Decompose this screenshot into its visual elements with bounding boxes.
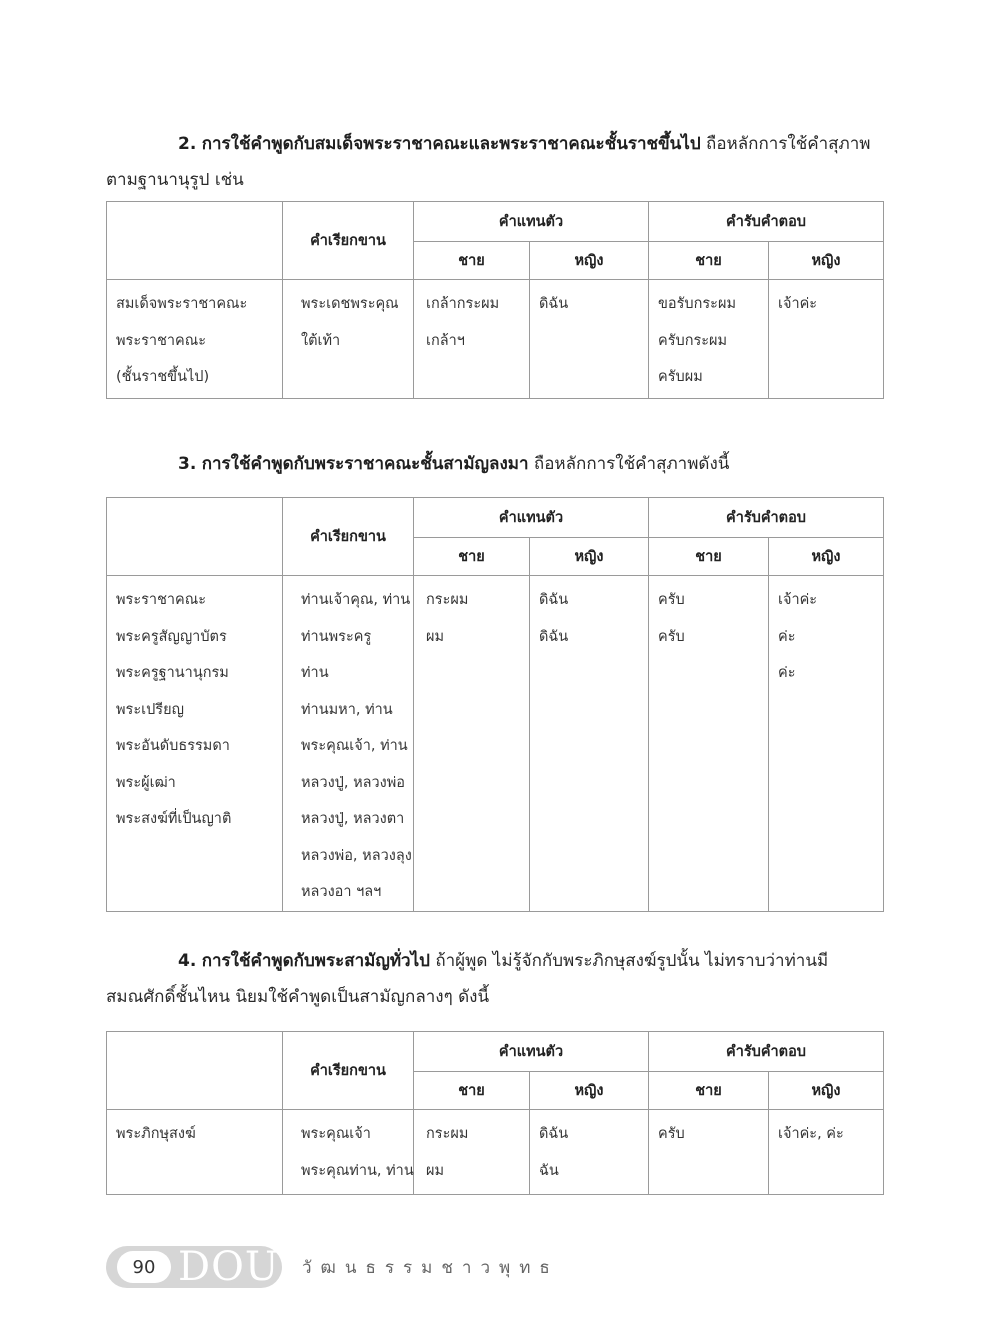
cell-line: สมเด็จพระราชาคณะ bbox=[116, 296, 248, 312]
table-cell bbox=[107, 1110, 283, 1195]
cell-line: พระครูสัญญาบัตร bbox=[116, 628, 227, 645]
header-male: ชาย bbox=[414, 1072, 530, 1110]
table-cell bbox=[107, 280, 283, 399]
section-2-text: ถือหลักการใช้คำสุภาพ bbox=[706, 134, 871, 154]
section-2-heading: การใช้คำพูดกับสมเด็จพระราชาคณะและพระราชาคณะชั้นราชขึ้นไป bbox=[201, 134, 701, 154]
book-title: วัฒนธรรมชาวพุทธ bbox=[302, 1257, 559, 1278]
cell-line: พระสงฆ์ที่เป็นญาติ bbox=[116, 811, 232, 827]
cell-line: ครับ bbox=[658, 628, 685, 645]
cell-line: พระคุณเจ้า, ท่าน bbox=[301, 738, 408, 754]
header-reply: คำรับคำตอบ bbox=[649, 498, 884, 538]
cell-line: ดิฉัน bbox=[539, 1126, 569, 1142]
cell-line: เจ้าค่ะ, ค่ะ bbox=[778, 1126, 844, 1142]
section-2-paragraph bbox=[106, 126, 884, 198]
table-cell bbox=[530, 576, 649, 912]
header-reply: คำรับคำตอบ bbox=[649, 202, 884, 242]
section-3-heading: การใช้คำพูดกับพระราชาคณะชั้นสามัญลงมา bbox=[201, 454, 529, 474]
header-female: หญิง bbox=[530, 242, 649, 280]
header-male: ชาย bbox=[414, 538, 530, 576]
table-cell bbox=[649, 280, 769, 399]
cell-line: เจ้าค่ะ bbox=[778, 592, 818, 608]
cell-line: เกล้ากระผม bbox=[426, 296, 500, 312]
table-cell bbox=[649, 1110, 769, 1195]
page-footer bbox=[106, 1246, 559, 1288]
cell-line: พระคุณเจ้า bbox=[301, 1126, 371, 1142]
section-4-line2: สมณศักดิ์ชั้นไหน นิยมใช้คำพูดเป็นสามัญกลางๆ ดังนี้ bbox=[106, 987, 490, 1007]
table-cell bbox=[769, 576, 884, 912]
cell-line: ฉัน bbox=[539, 1162, 559, 1179]
cell-line: พระครูฐานานุกรม bbox=[116, 665, 229, 681]
cell-line: ครับกระผม bbox=[658, 332, 728, 349]
cell-line: ดิฉัน bbox=[539, 296, 569, 312]
cell-line: พระเดชพระคุณ bbox=[301, 296, 399, 312]
cell-line: ท่านมหา, ท่าน bbox=[301, 701, 393, 718]
page-number: 90 bbox=[117, 1251, 171, 1283]
header-male: ชาย bbox=[649, 242, 769, 280]
dou-logo: DOU bbox=[178, 1244, 280, 1290]
cell-line: พระภิกษุสงฆ์ bbox=[116, 1126, 196, 1142]
section-4-text: ถ้าผู้พูด ไม่รู้จักกับพระภิกษุสงฆ์รูปนั้น ไม่ทราบว่าท่านมี bbox=[435, 951, 829, 971]
footer-badge bbox=[106, 1246, 282, 1288]
cell-line: ดิฉัน bbox=[539, 592, 569, 608]
table-cell bbox=[283, 576, 414, 912]
section-3-text: ถือหลักการใช้คำสุภาพดังนี้ bbox=[533, 454, 730, 474]
table-cell bbox=[769, 280, 884, 399]
cell-line: กระผม bbox=[426, 592, 469, 608]
cell-line: ผม bbox=[426, 628, 445, 645]
header-blank bbox=[107, 202, 283, 280]
table-cell bbox=[283, 280, 414, 399]
header-female: หญิง bbox=[769, 1072, 884, 1110]
cell-line: ท่าน bbox=[301, 665, 329, 681]
header-call: คำเรียกขาน bbox=[283, 498, 414, 576]
table-cell bbox=[283, 1110, 414, 1195]
table-cell bbox=[769, 1110, 884, 1195]
header-reply: คำรับคำตอบ bbox=[649, 1032, 884, 1072]
section-2-line2: ตามฐานานุรูป เช่น bbox=[106, 170, 244, 190]
cell-line: หลวงพ่อ, หลวงลุง bbox=[301, 847, 412, 864]
cell-line: ค่ะ bbox=[778, 665, 796, 681]
header-call: คำเรียกขาน bbox=[283, 1032, 414, 1110]
table-section-3 bbox=[106, 497, 884, 912]
cell-line: พระอันดับธรรมดา bbox=[116, 738, 230, 754]
table-section-4 bbox=[106, 1031, 884, 1195]
cell-line: พระผู้เฒ่า bbox=[116, 774, 176, 791]
table-cell bbox=[107, 576, 283, 912]
section-2-number: 2. bbox=[178, 134, 197, 154]
cell-line: พระราชาคณะ bbox=[116, 592, 206, 608]
cell-line: พระราชาคณะ bbox=[116, 332, 206, 349]
header-male: ชาย bbox=[414, 242, 530, 280]
header-pronoun: คำแทนตัว bbox=[414, 202, 649, 242]
section-4-heading: การใช้คำพูดกับพระสามัญทั่วไป bbox=[201, 951, 430, 971]
cell-line: ครับ bbox=[658, 592, 685, 608]
table-cell bbox=[414, 1110, 530, 1195]
header-male: ชาย bbox=[649, 1072, 769, 1110]
cell-line: ขอรับกระผม bbox=[658, 296, 737, 312]
cell-line: ดิฉัน bbox=[539, 628, 569, 645]
cell-line: หลวงปู่, หลวงพ่อ bbox=[301, 774, 406, 791]
table-cell bbox=[414, 576, 530, 912]
header-female: หญิง bbox=[769, 242, 884, 280]
cell-line: หลวงอา ฯลฯ bbox=[301, 884, 382, 900]
cell-line: ผม bbox=[426, 1162, 445, 1179]
header-blank bbox=[107, 498, 283, 576]
cell-line: กระผม bbox=[426, 1126, 469, 1142]
table-cell bbox=[414, 280, 530, 399]
header-call: คำเรียกขาน bbox=[283, 202, 414, 280]
cell-line: (ชั้นราชขึ้นไป) bbox=[116, 369, 210, 385]
cell-line: ครับผม bbox=[658, 369, 703, 385]
cell-line: ท่านเจ้าคุณ, ท่าน bbox=[301, 592, 411, 608]
table-section-2 bbox=[106, 201, 884, 399]
cell-line: ครับ bbox=[658, 1126, 685, 1142]
table-cell bbox=[530, 1110, 649, 1195]
header-pronoun: คำแทนตัว bbox=[414, 498, 649, 538]
cell-line: พระเปรียญ bbox=[116, 701, 184, 718]
section-4-number: 4. bbox=[178, 951, 197, 971]
header-female: หญิง bbox=[769, 538, 884, 576]
table-cell bbox=[649, 576, 769, 912]
cell-line: ท่านพระครู bbox=[301, 628, 372, 645]
cell-line: ค่ะ bbox=[778, 628, 796, 645]
header-pronoun: คำแทนตัว bbox=[414, 1032, 649, 1072]
cell-line: พระคุณท่าน, ท่าน bbox=[301, 1162, 414, 1179]
header-blank bbox=[107, 1032, 283, 1110]
cell-line: เจ้าค่ะ bbox=[778, 296, 818, 312]
header-female: หญิง bbox=[530, 538, 649, 576]
section-3-paragraph bbox=[106, 446, 884, 482]
section-4-paragraph bbox=[106, 943, 884, 1015]
cell-line: เกล้าฯ bbox=[426, 332, 465, 349]
section-3-number: 3. bbox=[178, 454, 197, 474]
header-male: ชาย bbox=[649, 538, 769, 576]
table-cell bbox=[530, 280, 649, 399]
header-female: หญิง bbox=[530, 1072, 649, 1110]
cell-line: ใต้เท้า bbox=[301, 332, 341, 349]
cell-line: หลวงปู่, หลวงตา bbox=[301, 811, 405, 827]
